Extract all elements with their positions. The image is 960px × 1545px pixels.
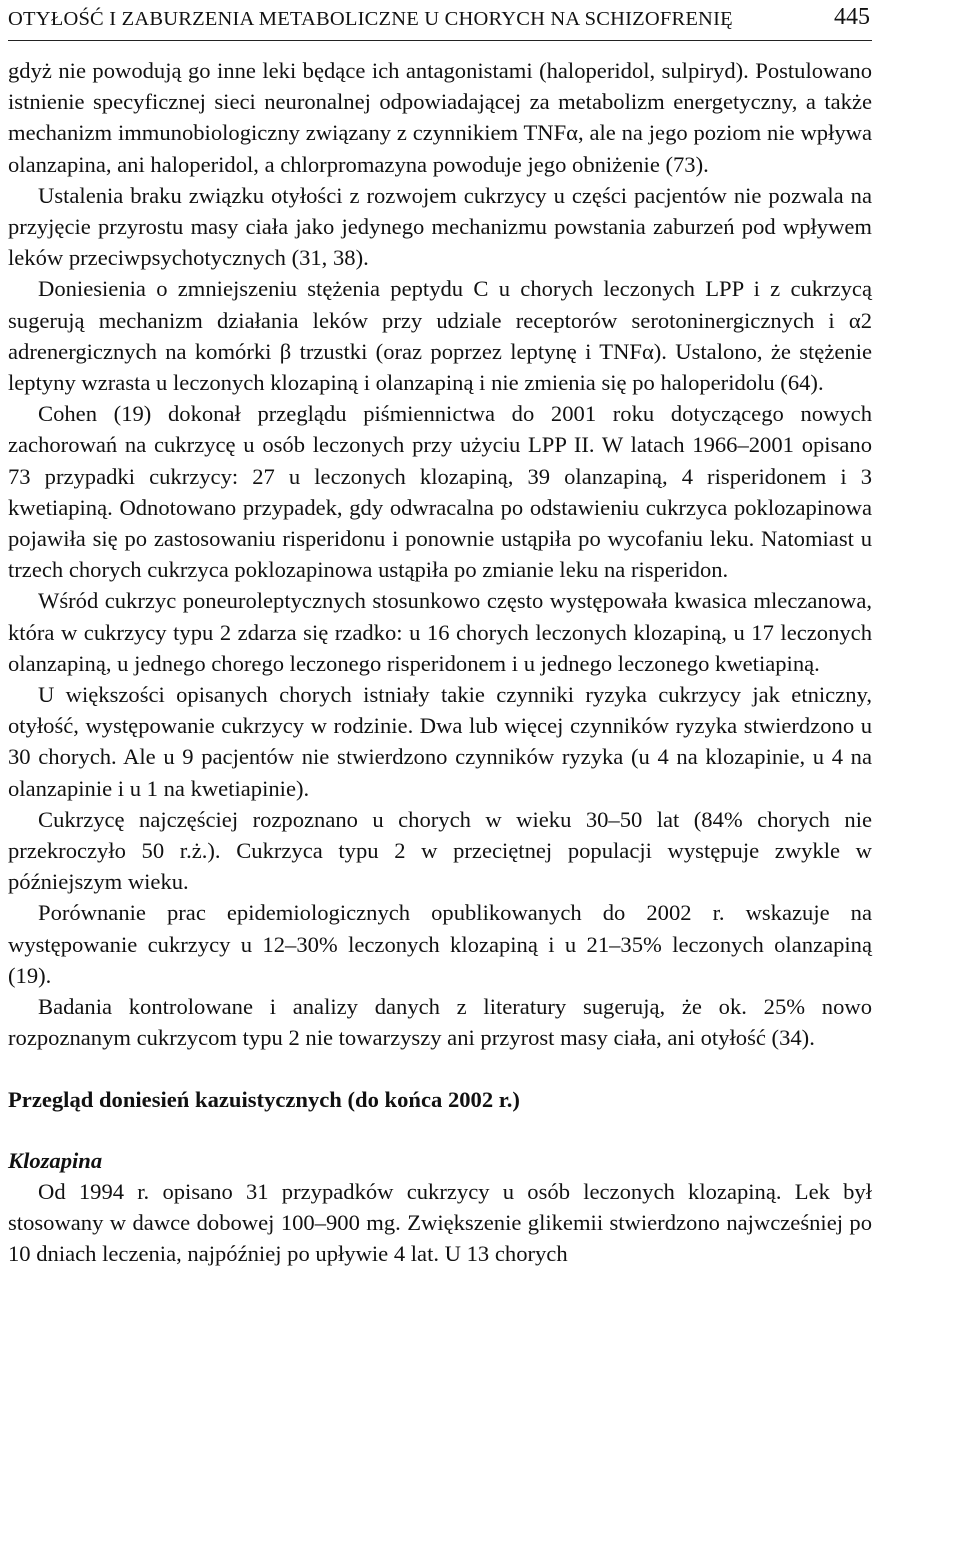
paragraph: Porównanie prac epidemiologicznych opublikowanych do 2002 r. wskazuje na występowanie cukrzycy u 12–30% leczonych klozapiną i u 21–35% leczonych olanzapiną (19). <box>8 900 872 988</box>
page-number: 445 <box>834 4 870 30</box>
paragraph: Cukrzycę najczęściej rozpoznano u chorych w wieku 30–50 lat (84% chorych nie przekroczyło 50 r.ż.). Cukrzyca typu 2 w przeciętnej populacji występuje zwykle w późniejszym wieku. <box>8 806 872 895</box>
document-page <box>8 0 872 1269</box>
paragraph: Od 1994 r. opisano 31 przypadków cukrzycy u osób leczonych klozapiną. Lek był stosowany w dawce dobowej 100–900 mg. Zwiększenie glikemii stwierdzono najwcześniej po 10 dniach leczenia, najpóźniej po upływie 4 lat. U 13 chorych <box>8 1178 872 1266</box>
subsection-heading: Klozapina <box>8 1147 103 1173</box>
running-header <box>8 0 872 41</box>
paragraph: Ustalenia braku związku otyłości z rozwojem cukrzycy u części pacjentów nie pozwala na przyjęcie przyrostu masy ciała jako jedynego mechanizmu powstania zaburzeń pod wpływem leków przeciwpsychotycznych (31, 38). <box>8 182 872 271</box>
paragraph: Wśród cukrzyc poneuroleptycznych stosunkowo często występowała kwasica mleczanowa, która w cukrzycy typu 2 zdarza się rzadko: u 16 chorych leczonych klozapiną, u 17 leczonych olanzapiną, u jednego chorego leczonego risperidonem i u jednego leczonego kwetiapiną. <box>8 588 872 676</box>
paragraph: Badania kontrolowane i analizy danych z literatury sugerują, że ok. 25% nowo rozpoznanym cukrzycom typu 2 nie towarzyszy ani przyrost masy ciała, ani otyłość (34). <box>8 994 872 1051</box>
subsection-body <box>8 1176 872 1270</box>
paragraph: Cohen (19) dokonał przeglądu piśmiennictwa do 2001 roku dotyczącego nowych zachorowań na cukrzycę u osób leczonych przy użyciu LPP II. W latach 1966–2001 opisano 73 przypadki cukrzycy: 27 u leczonych klozapiną, 39 olanzapiną, 4 risperidonem i 3 kwetiapiną. Odnotowano przypadek, gdy odwracalna po odstawieniu cukrzyca poklozapinowa pojawiła się po zastosowaniu risperidonu i ponownie ustąpiła po wycofaniu leku. Natomiast u trzech chorych cukrzyca poklozapinowa ustąpiła po zmianie leku na risperidon. <box>8 401 872 583</box>
body-text <box>8 55 872 1054</box>
paragraph: gdyż nie powodują go inne leki będące ich antagonistami (haloperidol, sulpiryd). Postulowano istnienie specyficznej sieci neuronalnej odpowiadającej za metabolizm energetyczny, a także mechanizm immunobiologiczny związany z czynnikiem TNFα, ale na jego poziom nie wpływa olanzapina, ani haloperidol, a chlorpromazyna powoduje jego obniżenie (73). <box>8 58 872 177</box>
running-title: OTYŁOŚĆ I ZABURZENIA METABOLICZNE U CHORYCH NA SCHIZOFRENIĘ <box>8 8 733 30</box>
paragraph: U większości opisanych chorych istniały takie czynniki ryzyka cukrzycy jak etniczny, otyłość, występowanie cukrzycy w rodzinie. Dwa lub więcej czynników ryzyka stwierdzono u 30 chorych. Ale u 9 pacjentów nie stwierdzono czynników ryzyka (u 4 na klozapinie, u 4 na olanzapinie i u 1 na kwetiapinie). <box>8 682 872 801</box>
paragraph: Doniesienia o zmniejszeniu stężenia peptydu C u chorych leczonych LPP i z cukrzycą sugerują mechanizm działania leków przy udziale receptorów serotoninergicznych i α2 adrenergicznych na komórki β trzustki (oraz poprzez leptynę i TNFα). Ustalono, że stężenie leptyny wzrasta u leczonych klozapiną i olanzapiną i nie zmienia się po haloperidolu (64). <box>8 276 872 396</box>
section-heading: Przegląd doniesień kazuistycznych (do końca 2002 r.) <box>8 1086 520 1112</box>
